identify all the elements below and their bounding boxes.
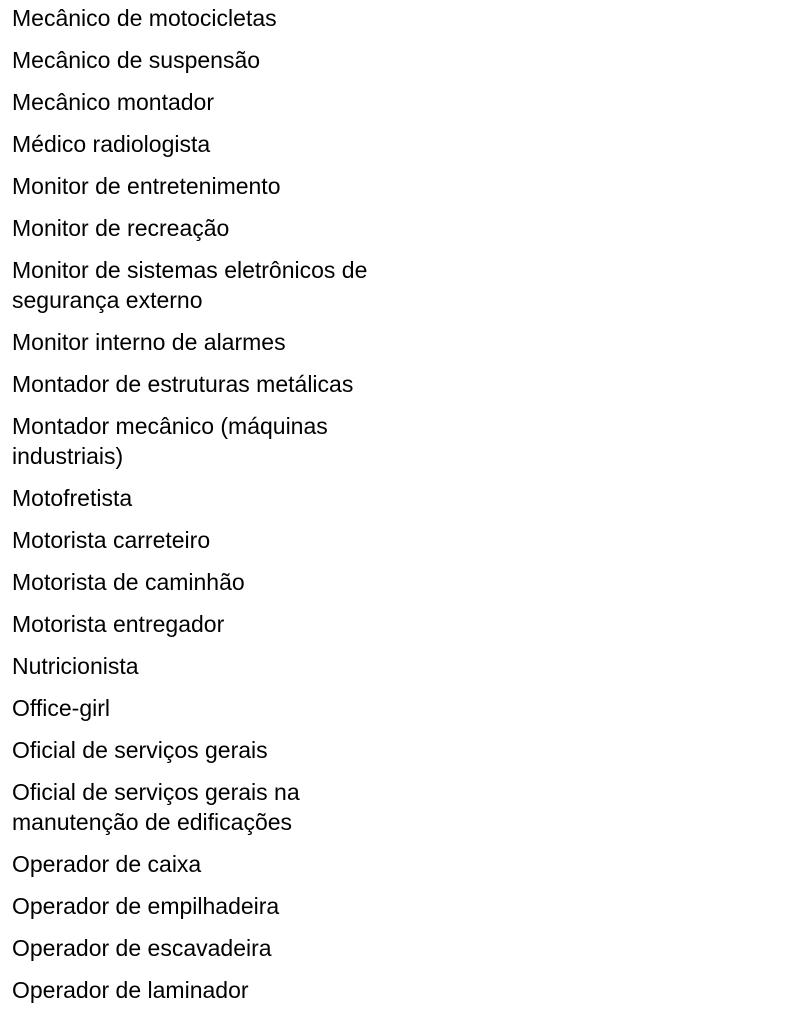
list-item: Oficial de serviços gerais na manutenção de edificações bbox=[12, 779, 300, 835]
list-item: Mecânico de motocicletas bbox=[12, 5, 277, 31]
list-item: Montador de estruturas metálicas bbox=[12, 371, 354, 397]
list-item: Office-girl bbox=[12, 695, 110, 721]
list-item: Monitor interno de alarmes bbox=[12, 329, 286, 355]
list-item: Mecânico de suspensão bbox=[12, 47, 261, 73]
list-item: Monitor de recreação bbox=[12, 215, 230, 241]
list-item: Nutricionista bbox=[12, 653, 139, 679]
list-item: Operador de empilhadeira bbox=[12, 893, 280, 919]
list-item: Motorista de caminhão bbox=[12, 569, 245, 595]
list-item: Mecânico montador bbox=[12, 89, 214, 115]
occupation-list bbox=[12, 0, 432, 1015]
list-item: Operador de laminador bbox=[12, 977, 249, 1003]
list-item: Operador de escavadeira bbox=[12, 935, 272, 961]
list-item: Motorista entregador bbox=[12, 611, 225, 637]
list-item: Operador de caixa bbox=[12, 851, 202, 877]
list-item: Monitor de entretenimento bbox=[12, 173, 281, 199]
list-item: Motofretista bbox=[12, 485, 133, 511]
list-item: Montador mecânico (máquinas industriais) bbox=[12, 413, 328, 469]
list-item: Oficial de serviços gerais bbox=[12, 737, 268, 763]
list-item: Motorista carreteiro bbox=[12, 527, 211, 553]
list-item: Médico radiologista bbox=[12, 131, 211, 157]
list-item: Monitor de sistemas eletrônicos de segurança externo bbox=[12, 257, 368, 313]
